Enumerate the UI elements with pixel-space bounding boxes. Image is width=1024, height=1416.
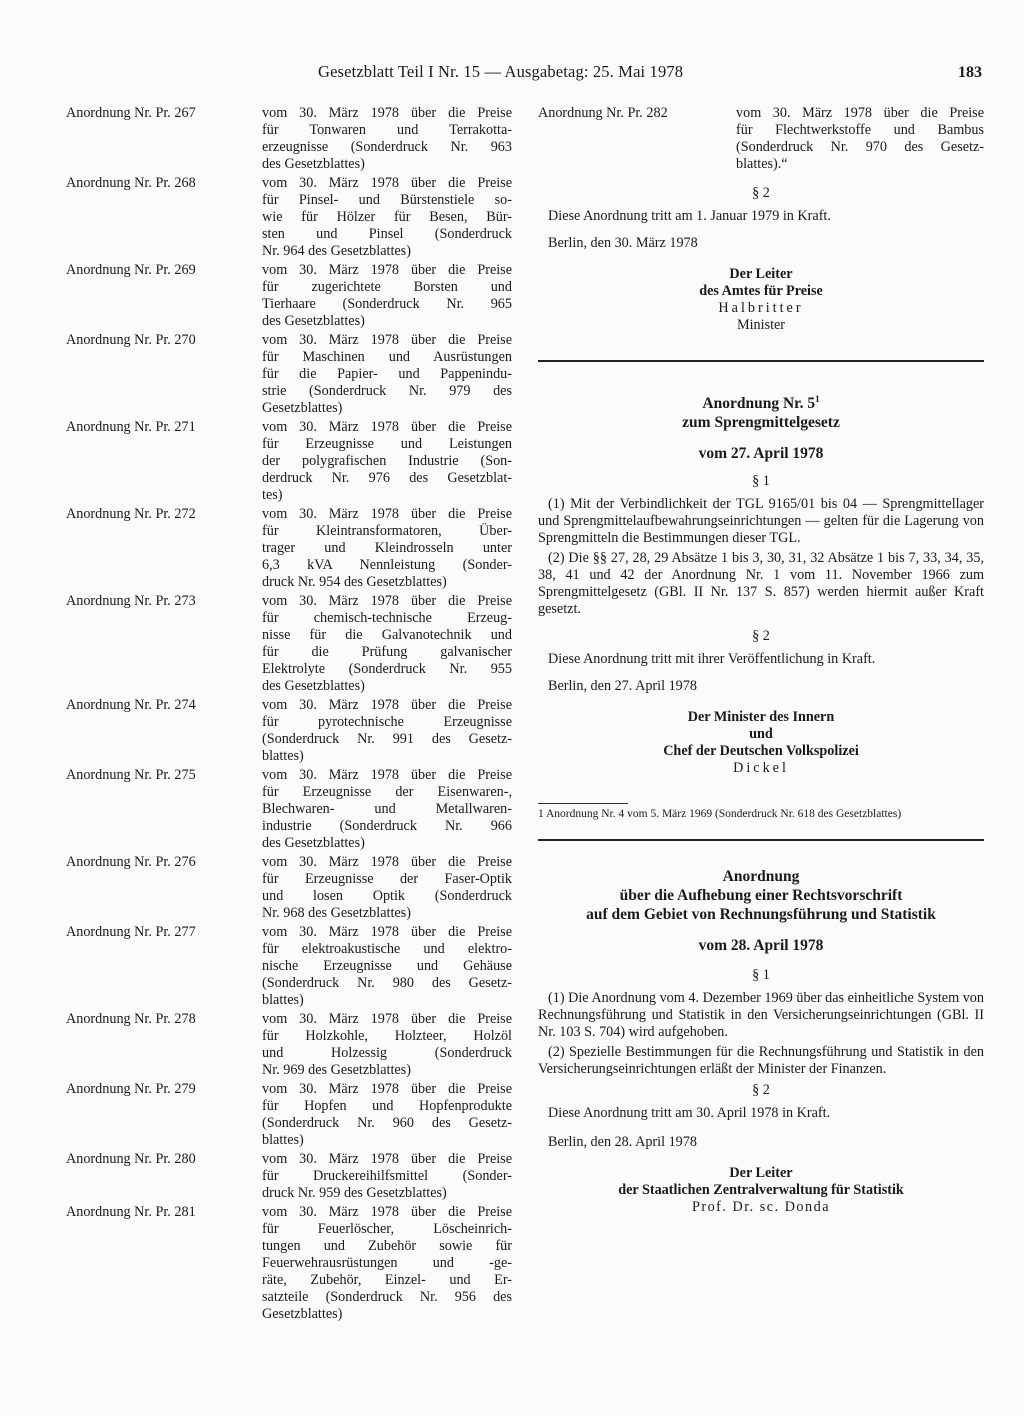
ordinance-entry <box>66 697 512 765</box>
paragraph: (1) Mit der Verbindlichkeit der TGL 9165/01 bis 04 — Sprengmittellager und Sprengmittelaufbewahrungseinrichtungen — gelten für die Lagerung von Sprengmitteln die Bestimmungen dieser TGL. <box>538 496 984 547</box>
left-column <box>66 105 512 1325</box>
place-date: Berlin, den 27. April 1978 <box>548 678 697 695</box>
ordinance-description <box>262 175 512 260</box>
description-line: vom 30. März 1978 über die Preise <box>262 1011 512 1027</box>
description-line: für Erzeugnisse und Leistungen <box>262 436 512 452</box>
ordinance-description <box>262 1204 512 1323</box>
description-line: des Gesetzblattes) <box>262 313 365 329</box>
signature-title: Der Leiter <box>729 1165 793 1182</box>
paragraph: Diese Anordnung tritt am 1. Januar 1979 in Kraft. <box>548 208 831 224</box>
ordinance-label: Anordnung Nr. Pr. 280 <box>66 1151 196 1167</box>
ordinance-description <box>262 419 512 504</box>
description-line: tes) <box>262 487 283 503</box>
ordinance-entry <box>66 105 512 173</box>
description-line: für pyrotechnische Erzeugnisse <box>262 714 512 730</box>
ordinance-description <box>262 767 512 852</box>
description-line: des Gesetzblattes) <box>262 156 365 172</box>
ordinance-description <box>262 697 512 765</box>
description-line: Nr. 964 des Gesetzblattes) <box>262 243 411 259</box>
document-title: Anordnung <box>722 868 800 886</box>
ordinance-description <box>262 1011 512 1079</box>
description-line: vom 30. März 1978 über die Preise <box>262 419 512 435</box>
section-divider <box>538 360 984 362</box>
signature-office: des Amtes für Preise <box>699 283 823 299</box>
ordinance-label: Anordnung Nr. Pr. 273 <box>66 593 196 609</box>
description-line: Gesetzblattes) <box>262 1306 343 1322</box>
description-line: des Gesetzblattes) <box>262 835 365 851</box>
ordinance-entry <box>66 1011 512 1079</box>
description-line: Blechwaren- und Metallwaren- <box>262 801 512 817</box>
description-line: für Pinsel- und Bürstenstiele so- <box>262 192 512 208</box>
section-heading: § 1 <box>752 473 770 490</box>
ordinance-label: Anordnung Nr. Pr. 275 <box>66 767 196 783</box>
ordinance-entry <box>66 924 512 1009</box>
ordinance-label: Anordnung Nr. Pr. 279 <box>66 1081 196 1097</box>
description-line: vom 30. März 1978 über die Preise <box>262 1204 512 1220</box>
description-line: für Holzkohle, Holzteer, Holzöl <box>262 1028 512 1044</box>
description-line: vom 30. März 1978 über die Preise <box>262 767 512 783</box>
description-line: für Druckereihilfsmittel (Sonder- <box>262 1168 512 1184</box>
ordinance-entry <box>66 593 512 695</box>
ordinance-label: Anordnung Nr. Pr. 267 <box>66 105 196 121</box>
description-line: Tierhaare (Sonderdruck Nr. 965 <box>262 296 512 312</box>
description-line: derdruck Nr. 976 des Gesetzblat- <box>262 470 512 486</box>
signature-name: Dickel <box>733 760 789 777</box>
paragraph: (1) Die Anordnung vom 4. Dezember 1969 über das einheitliche System von Rechnungsführung und Statistik in den Versicherungseinrichtungen (GBl. II Nr. 103 S. 704) wird aufgehoben. <box>538 990 984 1041</box>
ordinance-description <box>736 105 984 173</box>
signature-title: Der Minister des Innern <box>687 709 835 726</box>
description-line: für Feuerlöscher, Löscheinrich- <box>262 1221 512 1237</box>
footnote-rule <box>538 803 628 804</box>
document-date: vom 28. April 1978 <box>698 937 824 955</box>
ordinance-label: Anordnung Nr. Pr. 269 <box>66 262 196 278</box>
section-heading: § 2 <box>752 1082 770 1099</box>
description-line: nisse für die Galvanotechnik und <box>262 627 512 643</box>
section-heading: § 1 <box>752 967 770 984</box>
description-line: für Flechtwerkstoffe und Bambus <box>736 122 984 138</box>
ordinance-entry <box>538 105 984 173</box>
ordinance-label: Anordnung Nr. Pr. 276 <box>66 854 196 870</box>
description-line: Feuerwehrausrüstungen und -ge- <box>262 1255 512 1271</box>
description-line: für Tonwaren und Terrakotta- <box>262 122 512 138</box>
document-title-text: Anordnung Nr. 5 <box>702 395 816 413</box>
description-line: räte, Zubehör, Einzel- und Er- <box>262 1272 512 1288</box>
signature-title: Der Leiter <box>729 266 793 282</box>
description-line: vom 30. März 1978 über die Preise <box>262 262 512 278</box>
description-line: vom 30. März 1978 über die Preise <box>262 105 512 121</box>
description-line: Nr. 969 des Gesetzblattes) <box>262 1062 411 1078</box>
ordinance-label: Anordnung Nr. Pr. 278 <box>66 1011 196 1027</box>
ordinance-entry <box>66 262 512 330</box>
footnote-marker: 1 <box>815 394 820 404</box>
document-subtitle: zum Sprengmittelgesetz <box>682 414 840 432</box>
ordinance-label: Anordnung Nr. Pr. 274 <box>66 697 196 713</box>
ordinance-label: Anordnung Nr. Pr. 268 <box>66 175 196 191</box>
signature-conjunction: und <box>749 726 773 743</box>
ordinance-label: Anordnung Nr. Pr. 271 <box>66 419 196 435</box>
signature-name: Halbritter <box>718 300 804 316</box>
description-line: (Sonderdruck Nr. 960 des Gesetz- <box>262 1115 512 1131</box>
description-line: industrie (Sonderdruck Nr. 966 <box>262 818 512 834</box>
description-line: vom 30. März 1978 über die Preise <box>262 1081 512 1097</box>
ordinance-label: Anordnung Nr. Pr. 272 <box>66 506 196 522</box>
page-header <box>60 62 990 84</box>
description-line: des Gesetzblattes) <box>262 678 365 694</box>
paragraph: Diese Anordnung tritt am 30. April 1978 in Kraft. <box>548 1105 831 1122</box>
ordinance-entry <box>66 506 512 591</box>
ordinance-label: Anordnung Nr. Pr. 270 <box>66 332 196 348</box>
description-line: sten und Pinsel (Sonderdruck <box>262 226 512 242</box>
description-line: für Kleintransformatoren, Über- <box>262 523 512 539</box>
description-line: und losen Optik (Sonderdruck <box>262 888 512 904</box>
description-line: vom 30. März 1978 über die Preise <box>736 105 984 121</box>
ordinance-entry <box>66 175 512 260</box>
running-title: Gesetzblatt Teil I Nr. 15 — Ausgabetag: 25. Mai 1978 <box>318 62 684 81</box>
description-line: für Hopfen und Hopfenprodukte <box>262 1098 512 1114</box>
ordinance-entry <box>66 1204 512 1323</box>
paragraph: Diese Anordnung tritt mit ihrer Veröffentlichung in Kraft. <box>548 651 876 668</box>
description-line: blattes) <box>262 748 304 764</box>
description-line: 6,3 kVA Nennleistung (Sonder- <box>262 557 512 573</box>
description-line: blattes) <box>262 1132 304 1148</box>
description-line: für chemisch-technische Erzeug- <box>262 610 512 626</box>
ordinance-description <box>262 1081 512 1149</box>
footnote: 1 Anordnung Nr. 4 vom 5. März 1969 (Sonderdruck Nr. 618 des Gesetzblattes) <box>538 808 902 821</box>
ordinance-entry <box>66 419 512 504</box>
description-line: vom 30. März 1978 über die Preise <box>262 175 512 191</box>
description-line: und Holzessig (Sonderdruck <box>262 1045 512 1061</box>
ordinance-label: Anordnung Nr. Pr. 282 <box>538 105 668 121</box>
description-line: vom 30. März 1978 über die Preise <box>262 506 512 522</box>
description-line: (Sonderdruck Nr. 970 des Gesetz- <box>736 139 984 155</box>
description-line: für zugerichtete Borsten und <box>262 279 512 295</box>
signature-office: der Staatlichen Zentralverwaltung für Statistik <box>618 1182 904 1199</box>
place-date: Berlin, den 30. März 1978 <box>548 235 698 251</box>
description-line: druck Nr. 959 des Gesetzblattes) <box>262 1185 447 1201</box>
description-line: tungen und Zubehör sowie für <box>262 1238 512 1254</box>
description-line: vom 30. März 1978 über die Preise <box>262 1151 512 1167</box>
description-line: satzteile (Sonderdruck Nr. 956 des <box>262 1289 512 1305</box>
ordinance-entry <box>66 332 512 417</box>
ordinance-description <box>262 332 512 417</box>
description-line: vom 30. März 1978 über die Preise <box>262 924 512 940</box>
signature-office: Chef der Deutschen Volkspolizei <box>663 743 859 760</box>
right-column <box>538 105 984 1216</box>
signature-role: Minister <box>736 317 786 333</box>
description-line: vom 30. März 1978 über die Preise <box>262 697 512 713</box>
ordinance-description <box>262 593 512 695</box>
document-subtitle: auf dem Gebiet von Rechnungsführung und Statistik <box>586 906 936 924</box>
ordinance-description <box>262 854 512 922</box>
description-line: für Maschinen und Ausrüstungen <box>262 349 512 365</box>
document-subtitle: über die Aufhebung einer Rechtsvorschrift <box>619 887 903 905</box>
description-line: Gesetzblattes) <box>262 400 343 416</box>
ordinance-description <box>262 924 512 1009</box>
description-line: (Sonderdruck Nr. 991 des Gesetz- <box>262 731 512 747</box>
description-line: trager und Kleindrosseln unter <box>262 540 512 556</box>
paragraph: (2) Spezielle Bestimmungen für die Rechnungsführung und Statistik in den Versicherungseinrichtungen erläßt der Minister der Finanzen. <box>538 1044 984 1078</box>
ordinance-label: Anordnung Nr. Pr. 277 <box>66 924 196 940</box>
ordinance-description <box>262 262 512 330</box>
description-line: für elektroakustische und elektro- <box>262 941 512 957</box>
document-title <box>538 390 984 413</box>
description-line: Elektrolyte (Sonderdruck Nr. 955 <box>262 661 512 677</box>
ordinance-description <box>262 105 512 173</box>
description-line: erzeugnisse (Sonderdruck Nr. 963 <box>262 139 512 155</box>
section-heading: § 2 <box>752 628 770 645</box>
section-heading: § 2 <box>752 185 770 201</box>
description-line: vom 30. März 1978 über die Preise <box>262 854 512 870</box>
description-line: strie (Sonderdruck Nr. 979 des <box>262 383 512 399</box>
description-line: blattes).“ <box>736 156 788 172</box>
description-line: wie für Hölzer für Besen, Bür- <box>262 209 512 225</box>
document-date: vom 27. April 1978 <box>698 445 824 463</box>
description-line: vom 30. März 1978 über die Preise <box>262 593 512 609</box>
description-line: für Erzeugnisse der Faser-Optik <box>262 871 512 887</box>
ordinance-entry <box>66 767 512 852</box>
description-line: für die Prüfung galvanischer <box>262 644 512 660</box>
description-line: blattes) <box>262 992 304 1008</box>
ordinance-entry <box>66 1151 512 1202</box>
description-line: für Erzeugnisse der Eisenwaren-, <box>262 784 512 800</box>
description-line: Nr. 968 des Gesetzblattes) <box>262 905 411 921</box>
ordinance-entry <box>66 854 512 922</box>
place-date: Berlin, den 28. April 1978 <box>548 1134 697 1151</box>
footnote-block <box>538 803 984 821</box>
ordinance-description <box>262 506 512 591</box>
description-line: der polygrafischen Industrie (Son- <box>262 453 512 469</box>
description-line: (Sonderdruck Nr. 980 des Gesetz- <box>262 975 512 991</box>
page-number: 183 <box>958 64 982 81</box>
description-line: vom 30. März 1978 über die Preise <box>262 332 512 348</box>
ordinance-entry <box>66 1081 512 1149</box>
section-divider <box>538 839 984 841</box>
ordinance-description <box>262 1151 512 1202</box>
description-line: für die Papier- und Pappenindu- <box>262 366 512 382</box>
description-line: druck Nr. 954 des Gesetzblattes) <box>262 574 447 590</box>
description-line: nische Erzeugnisse und Gehäuse <box>262 958 512 974</box>
ordinance-label: Anordnung Nr. Pr. 281 <box>66 1204 196 1220</box>
signature-name: Prof. Dr. sc. Donda <box>691 1199 831 1216</box>
paragraph: (2) Die §§ 27, 28, 29 Absätze 1 bis 3, 30, 31, 32 Absätze 1 bis 7, 33, 34, 35, 38, 41 und 42 der Anordnung Nr. 1 vom 11. November 1966 zum Sprengmittelgesetz (GBl. II Nr. 137 S. 857) werden hiermit außer Kraft gesetzt. <box>538 550 984 618</box>
